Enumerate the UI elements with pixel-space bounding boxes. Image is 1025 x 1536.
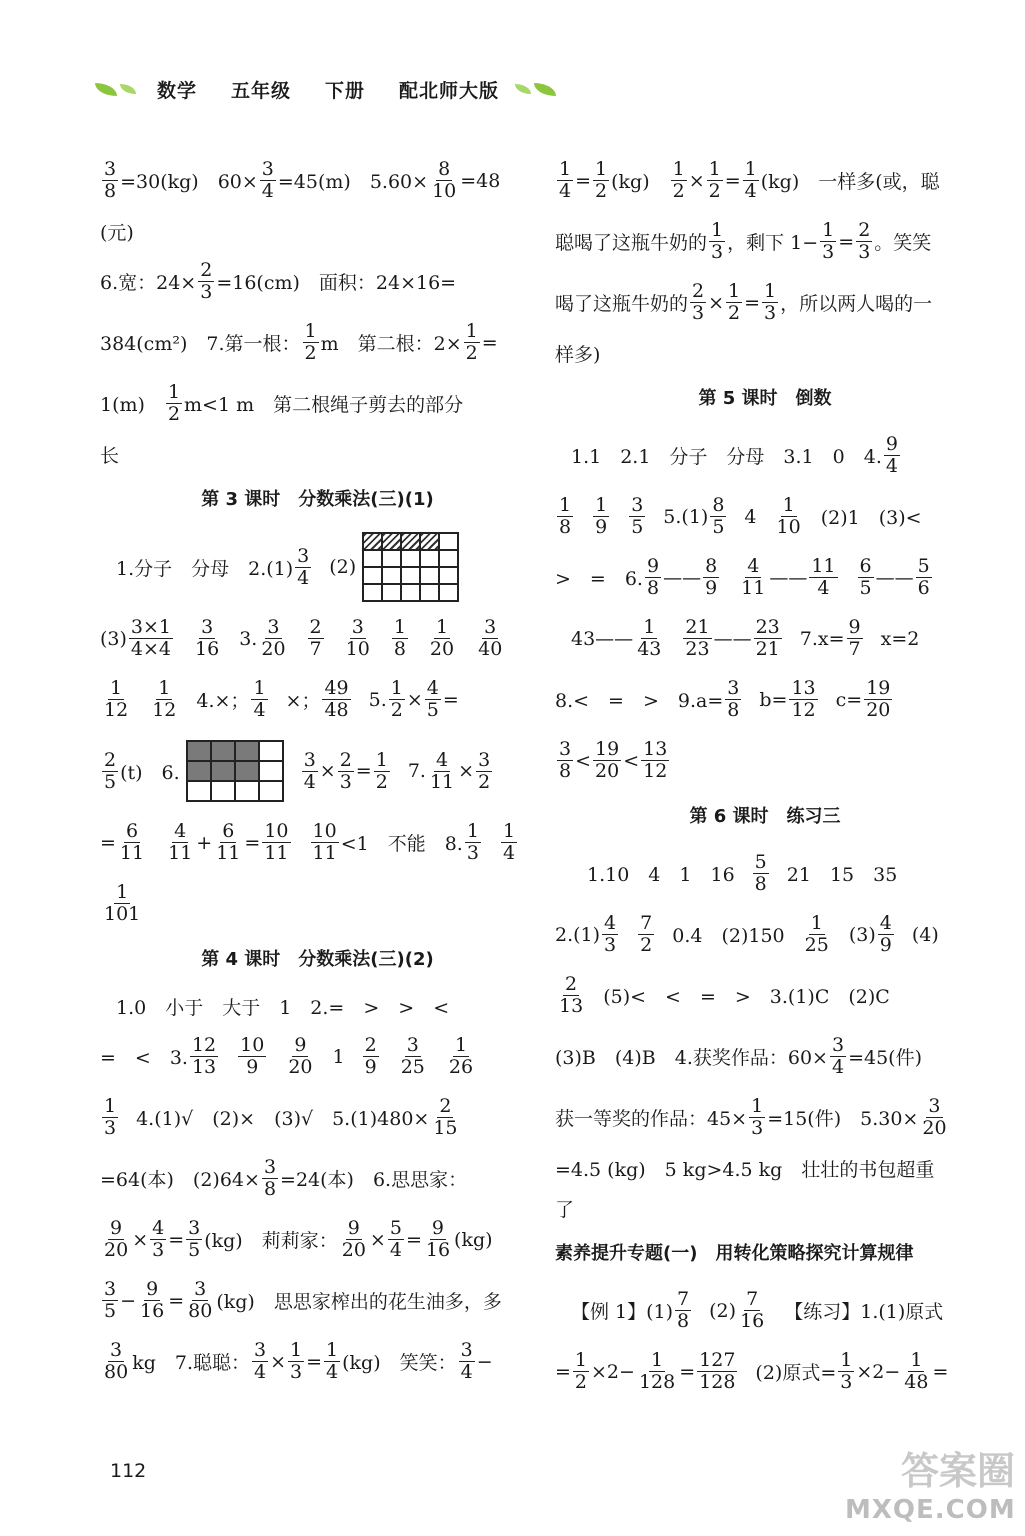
answer-line: 1.10 4 1 16 5 8 21 15 35 xyxy=(587,851,898,895)
header-edition: 配北师大版 xyxy=(399,79,500,102)
answer-line: (3)B (4)B 4.获奖作品：60× $\frac{3}{4}$ =45(件) xyxy=(555,1034,923,1078)
answer-line: 长 xyxy=(100,444,120,467)
page-number: 112 xyxy=(110,1460,147,1482)
lesson-heading: 第 6 课时 练习三 xyxy=(689,806,841,827)
answer-line: 1 3 4.(1)√ (2)× (3)√ 5.(1)480× $\frac{2}{15}$ xyxy=(104,1095,458,1139)
lesson-heading: 第 4 课时 分数乘法(三)(2) xyxy=(201,949,434,970)
right-column xyxy=(555,150,975,1402)
answer-line: $\frac{3}{8}$ =30(kg) 60× $\frac{3}{4}$ =45(m) 5.60× $\frac{8}{10}$ =48 xyxy=(104,158,501,202)
hatched-grid-figure xyxy=(362,532,459,602)
shaded-grid-figure xyxy=(186,740,284,802)
answer-line: 3 8 < 19 20 < 13 12 xyxy=(559,738,668,782)
answer-line: = $\frac{1}{2}$ ×2− $\frac{1}{128}$ = $\frac{127}{128}$ (2)原式= $\frac{1}{3}$ ×2− $\frac{1}{48}$ = xyxy=(555,1349,949,1393)
answer-line: 喝了这瓶牛奶的 $\frac{2}{3}$ × $\frac{1}{2}$ = $\frac{1}{3}$ ，所以两人喝的一 xyxy=(555,280,933,324)
answer-line: $\frac{9}{20}$ × $\frac{4}{3}$ = $\frac{3}{5}$ (kg) 莉莉家： $\frac{9}{20}$ × $\frac{5}{4}$ = $\frac{9}{16}$ (kg) xyxy=(104,1217,493,1261)
answer-line: 3 5 − $\frac{9}{16}$ = $\frac{3}{80}$ (kg) 思思家榨出的花生油多，多 xyxy=(104,1278,502,1322)
special-topic-heading: 素养提升专题(一) 用转化策略探究计算规律 xyxy=(555,1243,914,1264)
answer-line: =4.5 (kg) 5 kg>4.5 kg 壮壮的书包超重 xyxy=(555,1158,935,1181)
answer-line: =64(本) (2)64× $\frac{3}{8}$ =24(本) 6.思思家： xyxy=(100,1156,468,1200)
header-grade: 五年级 xyxy=(231,79,292,102)
answer-line: $\frac{1}{4}$ = $\frac{1}{2}$ (kg) $\frac{1}{2}$ × $\frac{1}{2}$ = $\frac{1}{4}$ (kg) 一样多(或，聪 xyxy=(559,158,940,202)
lesson-heading: 第 5 课时 倒数 xyxy=(698,388,832,409)
answer-line: 样多) xyxy=(555,343,601,366)
answer-line: 1.1 2.1 分子 分母 3.1 0 4. 9 4 xyxy=(571,433,898,477)
answer-line: 2 5 (t) 6. $\frac{3}{4}$ × $\frac{2}{3}$ = $\frac{1}{2}$ 7. $\frac{4}{11}$ × $\frac{3}{2}$ xyxy=(100,730,535,812)
page-header xyxy=(95,64,559,114)
lesson-heading: 第 3 课时 分数乘法(三)(1) xyxy=(201,489,434,510)
answer-line: = $\frac{6}{11}$ 4 11 + $\frac{6}{11}$ = $\frac{10}{11}$ 10 11 <1 不能 8. 1 3 1 4 xyxy=(100,820,516,864)
answer-line: 1 12 1 12 4.×； 1 4 ×； 49 48 5. $\frac{1}{2}$ × $\frac{4}{5}$ = xyxy=(104,677,459,721)
leaf-icon xyxy=(120,84,136,94)
answer-line: 聪喝了这瓶牛奶的 1 3 ，剩下 1− $\frac{1}{3}$ = $\frac{2}{3}$ 。笑笑 xyxy=(555,219,932,263)
answer-line: 43—— 1 43 21 23 —— 23 21 7.x= $\frac{9}{7}$ x=2 xyxy=(571,616,920,660)
answer-line: 1 101 xyxy=(104,881,141,925)
answer-line: 8.< = > 9.a= $\frac{3}{8}$ b= $\frac{13}{12}$ c= $\frac{19}{20}$ xyxy=(555,677,891,721)
answer-line: 2 13 (5)< < = > 3.(1)C (2)C xyxy=(559,973,890,1017)
left-column xyxy=(100,150,535,1392)
leaf-icon xyxy=(95,83,117,96)
answer-line: 2.(1) 4 3 7 2 0.4 (2)150 1 25 (3) 4 9 (4) xyxy=(555,912,939,956)
watermark-logo: 答案圈 MXQE.COM xyxy=(845,1449,1016,1525)
answer-line: (元) xyxy=(100,221,134,244)
header-subject: 数学 xyxy=(157,79,198,102)
answer-line: 获一等奖的作品：45× $\frac{1}{3}$ =15(件) 5.30× $\frac{3}{20}$ xyxy=(555,1095,947,1139)
answer-line: 1 8 1 9 3 5 5.(1) 8 5 4 1 10 (2)1 (3)< xyxy=(559,494,922,538)
answer-line: 1(m) 1 2 m<1 m 第二根绳子剪去的部分 xyxy=(100,381,464,425)
leaf-icon xyxy=(515,84,531,94)
answer-line: 了 xyxy=(555,1198,575,1221)
answer-line: 6.宽：24× $\frac{2}{3}$ =16(cm) 面积：24×16= xyxy=(100,259,457,303)
answer-line: 3 80 kg 7.聪聪： $\frac{3}{4}$ × $\frac{1}{3}$ = $\frac{1}{4}$ (kg) 笑笑： 3 4 − xyxy=(104,1339,493,1383)
leaf-icon xyxy=(534,83,556,96)
answer-line: 1.0 小于 大于 1 2.= > > < xyxy=(116,996,450,1019)
header-volume: 下册 xyxy=(325,79,366,102)
answer-line: = < 3. 12 13 10 9 9 20 1 2 9 3 25 1 26 xyxy=(100,1034,474,1078)
answer-line: 【例 1】(1) 7 8 (2) 7 16 【练习】1.(1)原式 xyxy=(571,1288,944,1332)
answer-line: > = 6. 9 8 —— 8 9 4 11 —— 11 4 6 5 —— 5 6 xyxy=(555,555,930,599)
answer-line: 384(cm²) 7.第一根： 1 2 m 第二根：2× $\frac{1}{2}$ = xyxy=(100,320,498,364)
answer-line: 1.分子 分母 2.(1) 3 4 (2) xyxy=(100,526,535,608)
answer-line: (3) 3×1 4×4 3 16 3. 3 20 2 7 3 10 1 8 1 20 3 40 xyxy=(100,616,503,660)
